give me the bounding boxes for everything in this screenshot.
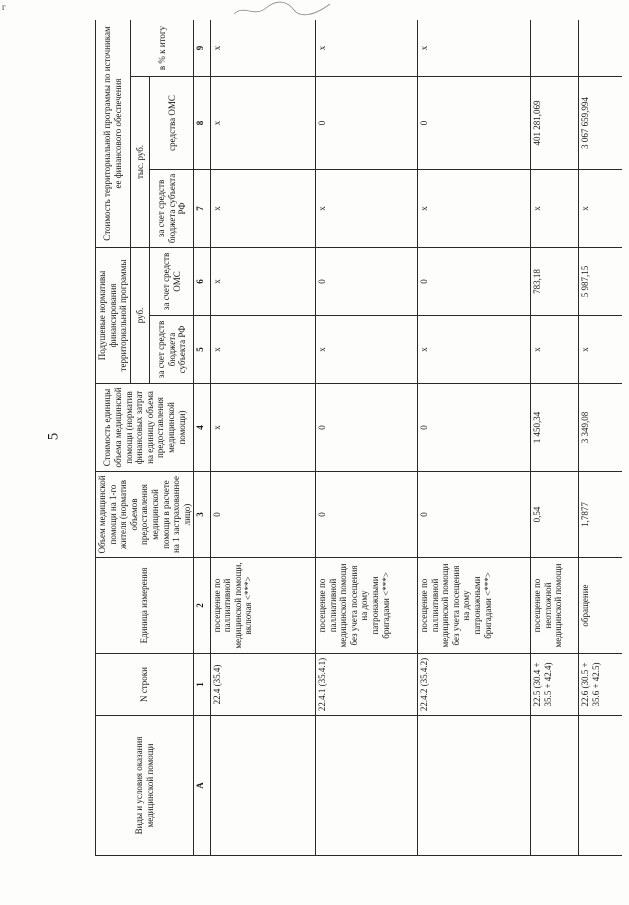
- medical-care-table: [95, 20, 622, 856]
- cell-kind: [579, 716, 622, 856]
- cell-percent: [579, 20, 622, 76]
- table-row: [210, 20, 315, 856]
- header-rub: руб.: [130, 247, 150, 383]
- cell-oms-rub: 783,18: [530, 247, 578, 315]
- column-number: 4: [194, 384, 210, 472]
- cell-percent: х: [315, 20, 417, 76]
- cell-budget-rub: х: [579, 316, 622, 384]
- cell-budget-thous: х: [315, 169, 417, 247]
- cell-unit: посещение по паллиативной медицинской помощи, включая <***>: [210, 558, 315, 654]
- pen-scribble-mark: [232, 0, 332, 20]
- cell-oms-thous: 0: [418, 76, 531, 169]
- cell-percent: [530, 20, 578, 76]
- cell-unit: обращение: [579, 558, 622, 654]
- cell-oms-thous: 0: [315, 76, 417, 169]
- cell-cost: 3 349,08: [579, 384, 622, 472]
- header-unit: Единица измерения: [96, 558, 194, 654]
- header-kinds: Виды и условия оказания медицинской помощи: [96, 716, 194, 856]
- cell-unit: посещение по паллиативной медицинской помощи без учета посещения на дому патронажными бригадами <***>: [315, 558, 417, 654]
- header-percent: в % к итогу: [130, 20, 194, 76]
- corner-mark: г: [2, 2, 6, 12]
- cell-cost: х: [210, 384, 315, 472]
- cell-budget-thous: х: [210, 169, 315, 247]
- cell-cost: 1 450,34: [530, 384, 578, 472]
- header-cost-unit: Стоимость единицы объема медицинской помощи (норматив финансовых затрат на единицу объема предоставления медицинской помощи): [96, 384, 194, 472]
- cell-percent: х: [418, 20, 531, 76]
- cell-kind: [315, 716, 417, 856]
- cell-budget-rub: х: [210, 316, 315, 384]
- cell-row-number: 22.5 (30.4 + 35.5 + 42.4): [530, 654, 578, 716]
- header-row-number: N строки: [96, 654, 194, 716]
- cell-oms-thous: х: [210, 76, 315, 169]
- table-row: [579, 20, 622, 856]
- cell-oms-rub: 5 987,15: [579, 247, 622, 315]
- cell-unit: посещение по паллиативной медицинской помощи без учета посещения на дому патронажными бригадами <***>: [418, 558, 531, 654]
- header-thous-rub: тыс. руб.: [130, 76, 150, 247]
- cell-oms-rub: 0: [315, 247, 417, 315]
- table-container: [95, 20, 622, 856]
- header-budget-rub: за счет средств бюджета субъекта РФ: [150, 316, 194, 384]
- cell-volume: 1,7877: [579, 472, 622, 558]
- page-number: 5: [45, 432, 62, 441]
- header-volume: Объем медицинской помощи на 1-го жителя (норматив объемов предоставления медицинской помощи в расчете на 1 застрахованное лицо): [96, 472, 194, 558]
- cell-budget-thous: х: [418, 169, 531, 247]
- cell-budget-rub: х: [530, 316, 578, 384]
- cell-kind: [418, 716, 531, 856]
- cell-volume: 0: [418, 472, 531, 558]
- header-program-cost: Стоимость территориальной программы по источникам ее финансового обеспечения: [96, 20, 131, 247]
- header-oms-rub: за счет средств ОМС: [150, 247, 194, 315]
- cell-kind: [210, 716, 315, 856]
- cell-percent: х: [210, 20, 315, 76]
- column-number: 2: [194, 558, 210, 654]
- header-budget-thous: за счет средств бюджета субъекта РФ: [150, 169, 194, 247]
- cell-row-number: 22.4 (35.4): [210, 654, 315, 716]
- column-number: 3: [194, 472, 210, 558]
- column-number: 9: [194, 20, 210, 76]
- cell-budget-rub: х: [315, 316, 417, 384]
- column-number: 7: [194, 169, 210, 247]
- header-oms-thous: средства ОМС: [150, 76, 194, 169]
- table-row: [418, 20, 531, 856]
- cell-oms-rub: 0: [418, 247, 531, 315]
- cell-row-number: 22.4.2 (35.4.2): [418, 654, 531, 716]
- table-row: [315, 20, 417, 856]
- cell-unit: посещение по неотложной медицинской помощи: [530, 558, 578, 654]
- cell-budget-rub: х: [418, 316, 531, 384]
- column-number: 1: [194, 654, 210, 716]
- header-per-capita: Подушевые нормативы финансирования территориальной программы: [96, 247, 131, 383]
- column-number: А: [194, 716, 210, 856]
- cell-row-number: 22.4.1 (35.4.1): [315, 654, 417, 716]
- cell-budget-thous: х: [530, 169, 578, 247]
- cell-oms-thous: 401 281,069: [530, 76, 578, 169]
- cell-volume: 0: [315, 472, 417, 558]
- cell-cost: 0: [418, 384, 531, 472]
- column-number: 5: [194, 316, 210, 384]
- column-number-row: [194, 20, 210, 856]
- cell-budget-thous: х: [579, 169, 622, 247]
- column-number: 8: [194, 76, 210, 169]
- cell-volume: 0: [210, 472, 315, 558]
- table-row: [530, 20, 578, 856]
- cell-cost: 0: [315, 384, 417, 472]
- column-number: 6: [194, 247, 210, 315]
- cell-oms-thous: 3 067 659,994: [579, 76, 622, 169]
- cell-row-number: 22.6 (30.5 + 35.6 + 42.5): [579, 654, 622, 716]
- cell-kind: [530, 716, 578, 856]
- cell-oms-rub: х: [210, 247, 315, 315]
- cell-volume: 0,54: [530, 472, 578, 558]
